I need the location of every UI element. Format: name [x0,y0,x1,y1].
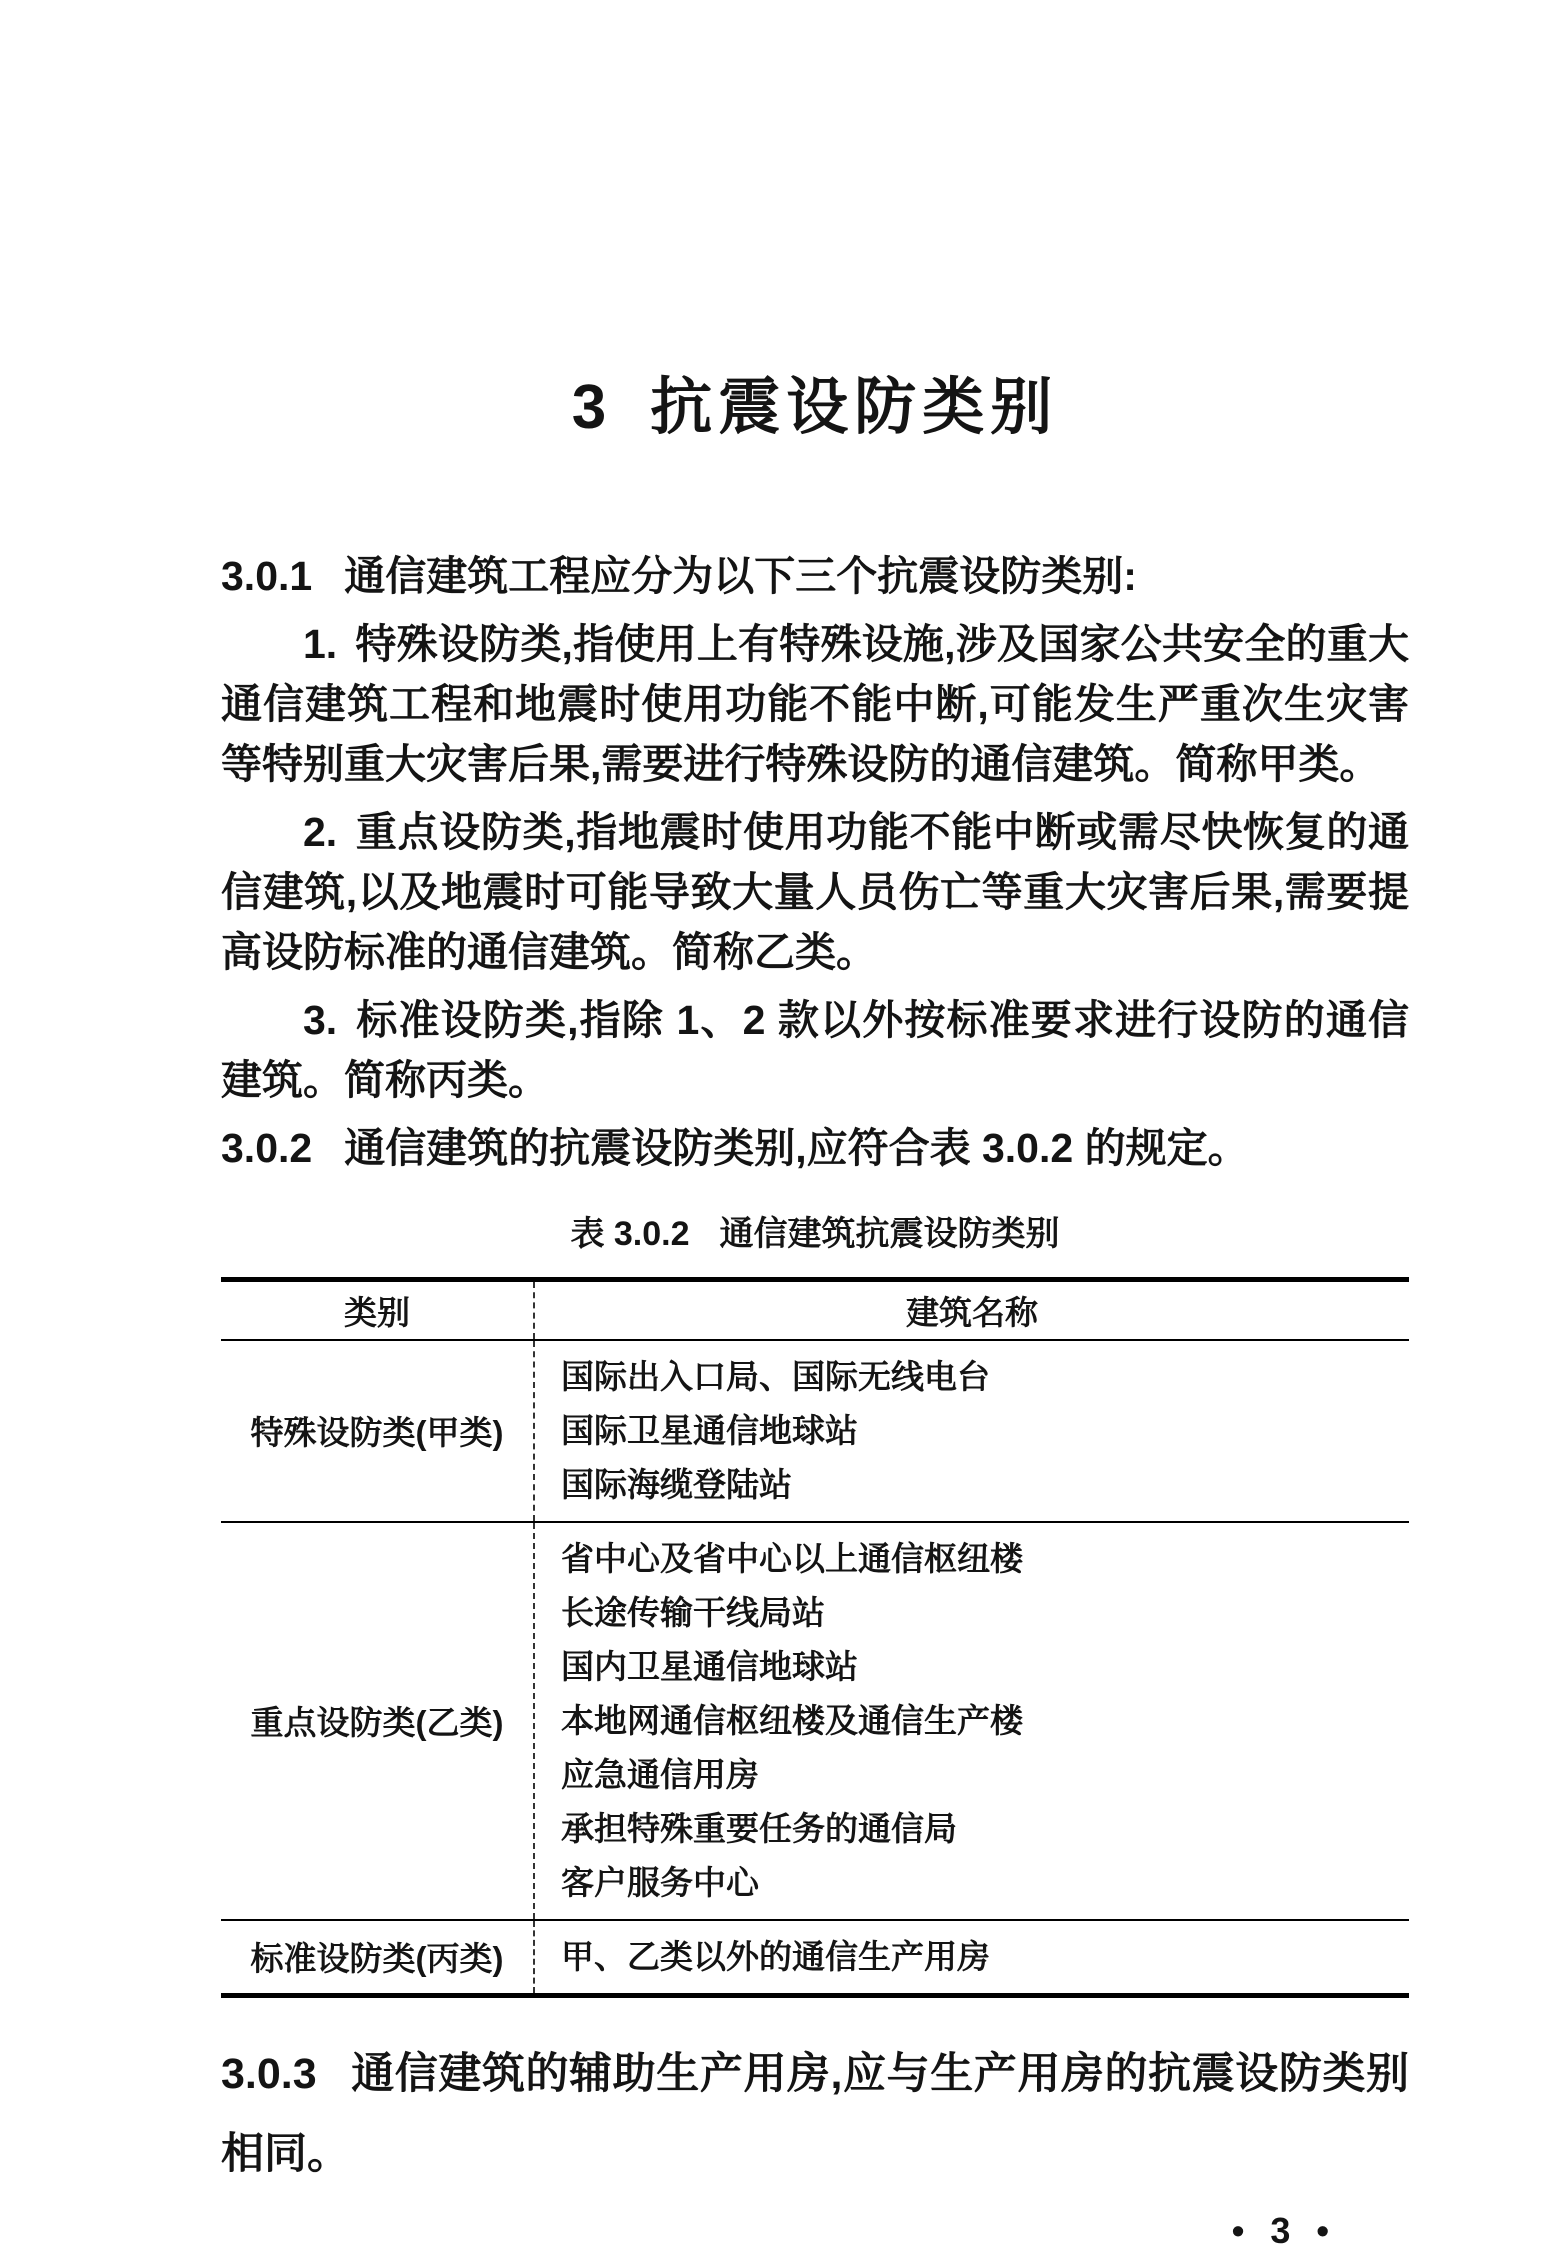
clause-text: 通信建筑的抗震设防类别,应符合表 3.0.2 的规定。 [344,1125,1249,1171]
building-line: 省中心及省中心以上通信枢纽楼 [561,1539,1023,1577]
item-1 [221,614,1409,794]
category-cell: 特殊设防类(甲类) [221,1340,534,1522]
building-line: 本地网通信枢纽楼及通信生产楼 [561,1701,1023,1739]
building-line: 国际卫星通信地球站 [561,1411,858,1449]
table-caption-label: 表 3.0.2 [570,1215,690,1253]
building-line: 客户服务中心 [561,1863,759,1901]
table-row-special-class [221,1340,1409,1522]
table-caption-text: 通信建筑抗震设防类别 [719,1215,1060,1253]
clause-text: 通信建筑的辅助生产用房,应与生产用房的抗震设防类别相同。 [221,2049,1409,2178]
category-cell: 标准设防类(丙类) [250,1940,504,1977]
buildings-cell [534,1340,1409,1522]
item-number: 3. [303,997,338,1043]
clause-3-0-2 [221,1118,1409,1178]
clause-number: 3.0.3 [221,2049,317,2098]
chapter-title [221,357,1409,446]
building-line: 承担特殊重要任务的通信局 [561,1809,957,1847]
classification-table [221,1277,1409,1998]
item-text: 标准设防类,指除 1、2 款以外按标准要求进行设防的通信建筑。简称丙类。 [221,997,1409,1103]
table-caption [221,1206,1409,1255]
table-header-row [221,1280,1409,1340]
page-number: • 3 • [1231,2209,1337,2251]
clause-number: 3.0.1 [221,553,313,599]
building-line: 甲、乙类以外的通信生产用房 [561,1937,990,1975]
buildings-cell [534,1522,1409,1920]
item-2 [221,802,1409,982]
item-text: 重点设防类,指地震时使用功能不能中断或需尽快恢复的通信建筑,以及地震时可能导致大量人员伤亡等重大灾害后果,需要提高设防标准的通信建筑。简称乙类。 [221,809,1409,975]
item-number: 1. [303,621,338,667]
header-building-name: 建筑名称 [534,1280,1409,1340]
buildings-cell [534,1920,1409,1996]
body-text [221,546,1409,1178]
chapter-title-text: 抗震设防类别 [650,373,1059,442]
building-line: 长途传输干线局站 [561,1593,825,1631]
category-cell: 重点设防类(乙类) [221,1522,534,1920]
clause-number: 3.0.2 [221,1125,313,1171]
chapter-number: 3 [571,373,607,442]
header-category: 类别 [221,1280,534,1340]
item-3 [221,990,1409,1110]
building-line: 国内卫星通信地球站 [561,1647,858,1685]
table-row-key-class [221,1522,1409,1920]
clause-text: 通信建筑工程应分为以下三个抗震设防类别: [344,553,1137,599]
table-row-standard-class [221,1920,1409,1996]
building-line: 国际出入口局、国际无线电台 [561,1357,990,1395]
clause-3-0-1 [221,546,1409,606]
item-text: 特殊设防类,指使用上有特殊设施,涉及国家公共安全的重大通信建筑工程和地震时使用功能不能中断,可能发生严重次生灾害等特别重大灾害后果,需要进行特殊设防的通信建筑。简称甲类。 [221,621,1409,787]
item-number: 2. [303,809,338,855]
building-line: 国际海缆登陆站 [561,1465,792,1503]
clause-3-0-3 [221,2034,1409,2194]
building-line: 应急通信用房 [561,1755,759,1793]
